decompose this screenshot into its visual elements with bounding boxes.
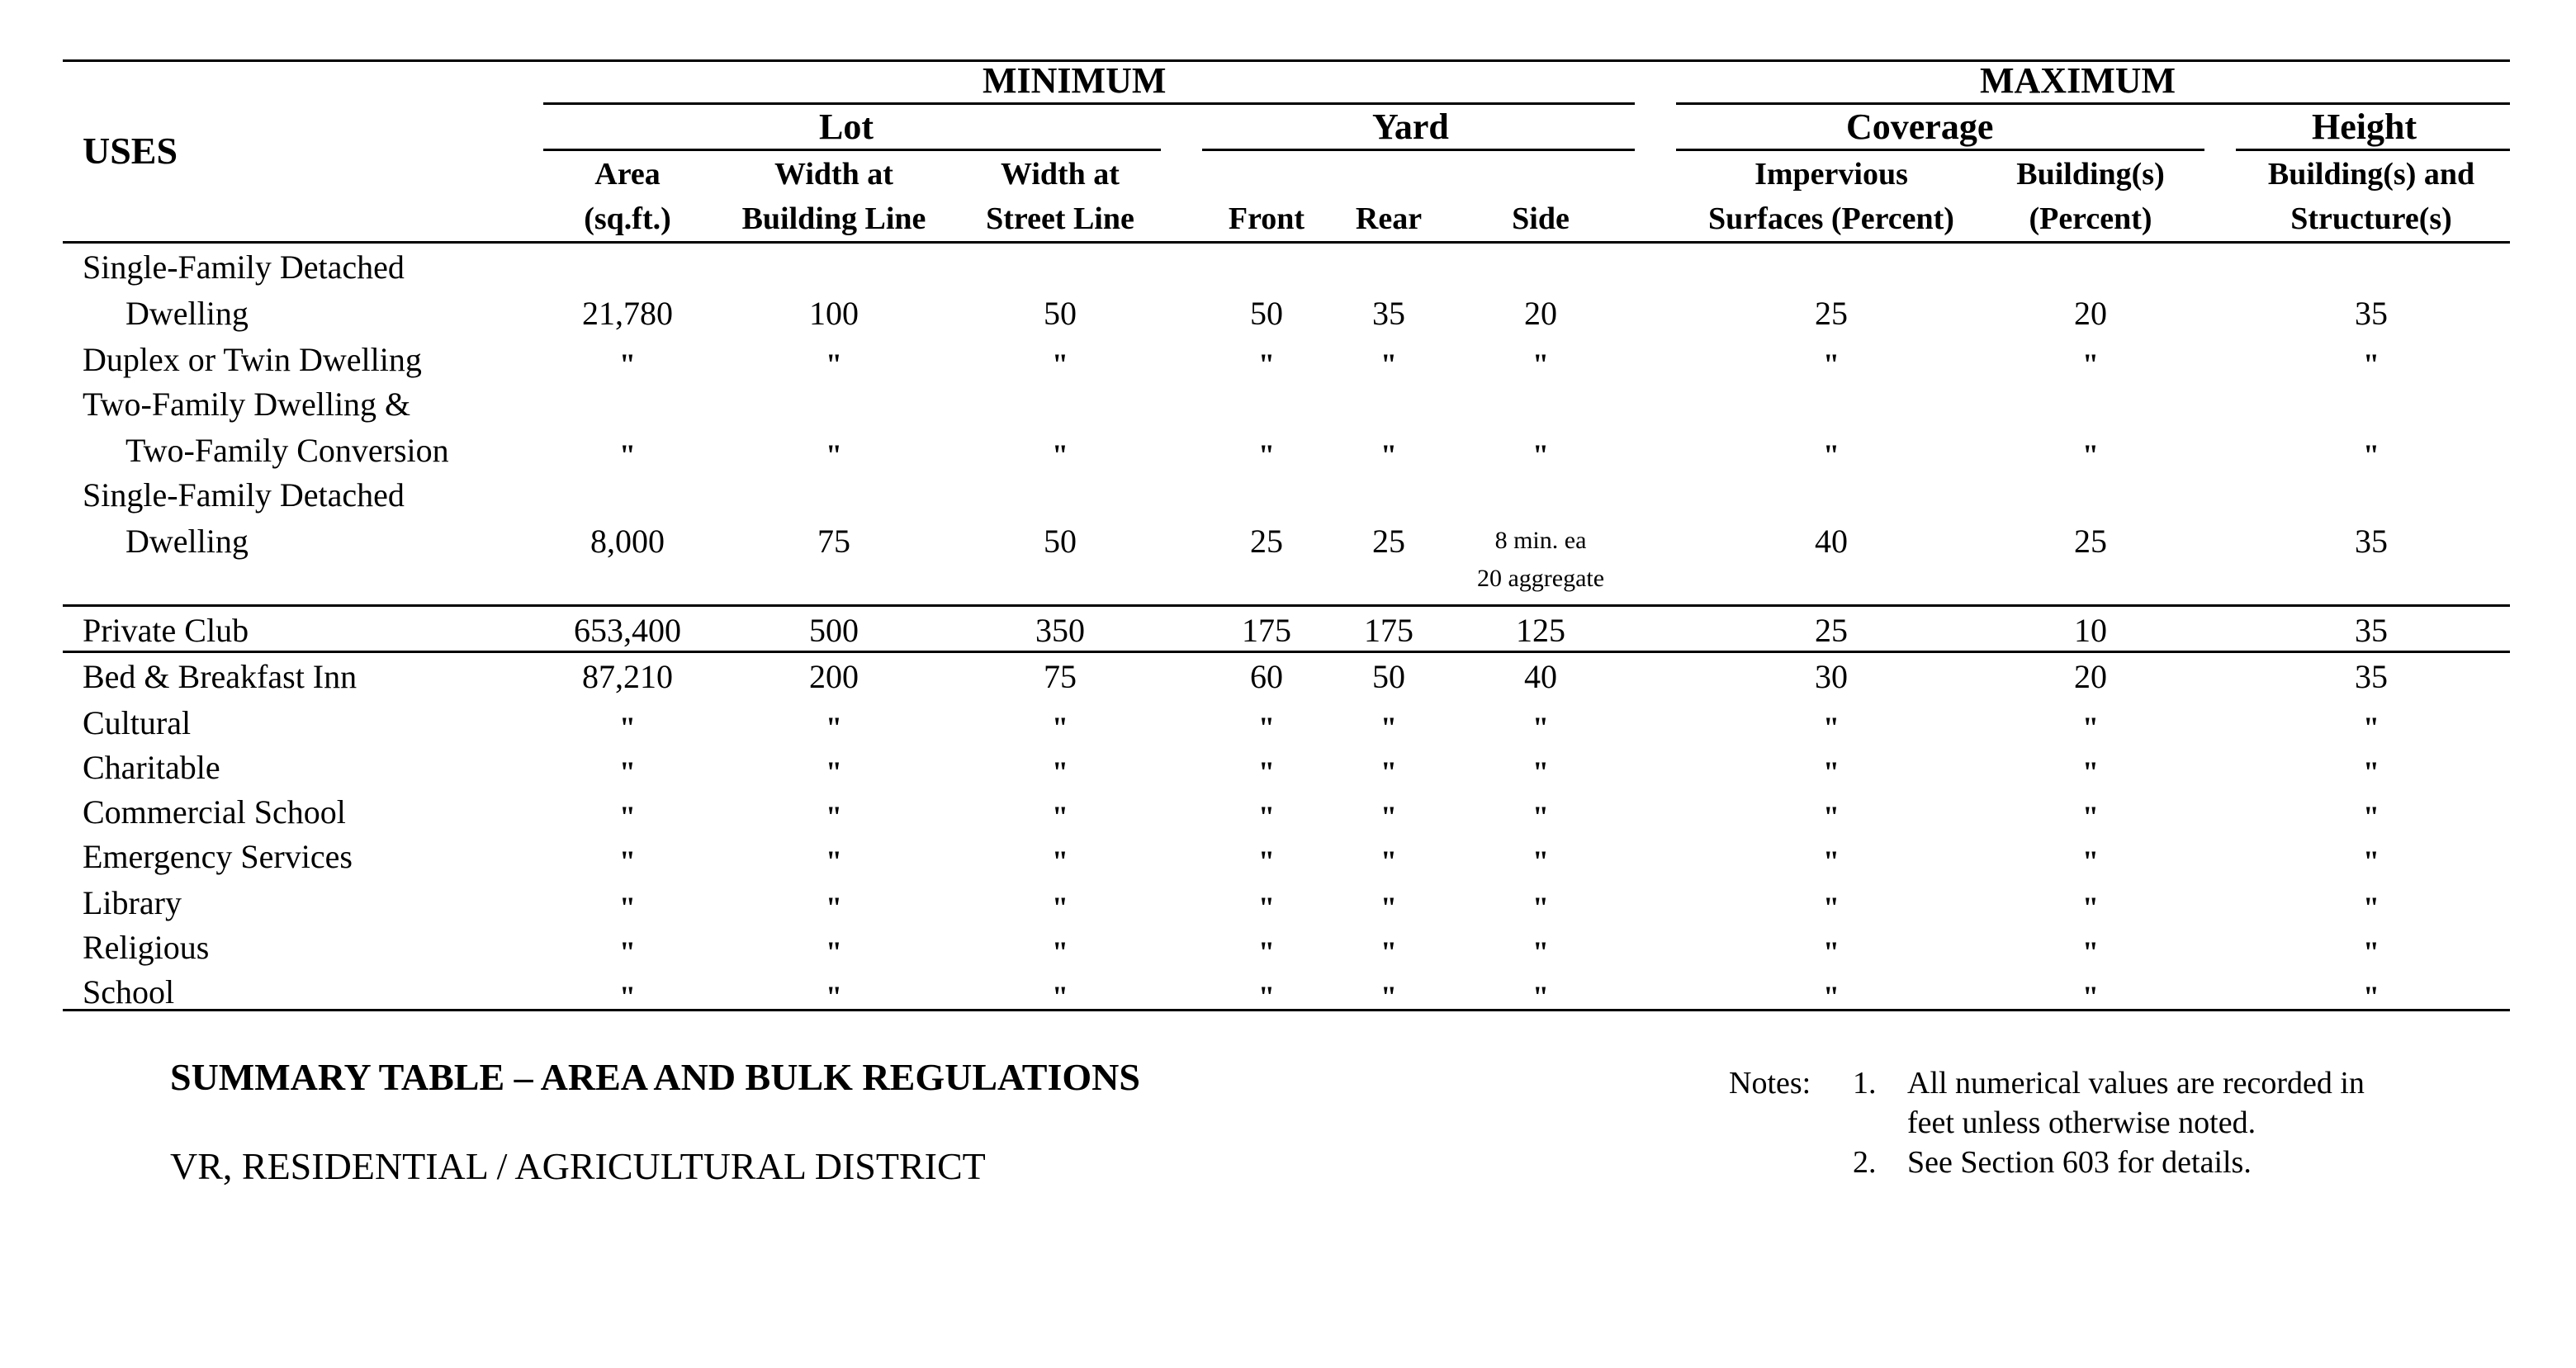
row-use-label: School bbox=[83, 973, 175, 1011]
column-header-building-percent-line-2: (Percent) bbox=[2029, 201, 2152, 236]
note-1-line-2: feet unless otherwise noted. bbox=[1907, 1105, 2256, 1140]
cell-side: " bbox=[1532, 438, 1549, 471]
cell-impervious-surfaces: 25 bbox=[1815, 295, 1848, 332]
rule-maximum bbox=[1676, 102, 2510, 105]
cell-front: " bbox=[1258, 800, 1275, 833]
row-use-label: Religious bbox=[83, 929, 210, 966]
header-maximum: MAXIMUM bbox=[1980, 60, 2176, 101]
cell-building-structure-height: " bbox=[2363, 755, 2379, 788]
notes-label: Notes: bbox=[1729, 1066, 1811, 1101]
cell-impervious-surfaces: 40 bbox=[1815, 523, 1848, 560]
row-use-label: Emergency Services bbox=[83, 838, 353, 875]
cell-impervious-surfaces: " bbox=[1823, 935, 1840, 968]
header-minimum: MINIMUM bbox=[983, 60, 1167, 101]
cell-building-structure-height: " bbox=[2363, 935, 2379, 968]
cell-rear: " bbox=[1380, 980, 1397, 1013]
column-header-area-line-2: (sq.ft.) bbox=[584, 201, 671, 236]
cell-rear: 50 bbox=[1372, 658, 1405, 695]
cell-impervious-surfaces: " bbox=[1823, 438, 1840, 471]
rule-lot bbox=[543, 149, 1161, 151]
cell-front: " bbox=[1258, 845, 1275, 878]
cell-width-building-line: " bbox=[826, 711, 842, 744]
cell-rear: " bbox=[1380, 891, 1397, 924]
cell-building-percent: " bbox=[2082, 845, 2099, 878]
row-use-label: Commercial School bbox=[83, 793, 346, 831]
cell-width-street-line: 75 bbox=[1044, 658, 1077, 695]
cell-front: " bbox=[1258, 755, 1275, 788]
cell-rear: " bbox=[1380, 935, 1397, 968]
cell-side: " bbox=[1532, 348, 1549, 381]
column-header-area-line-1: Area bbox=[594, 157, 661, 192]
cell-rear: " bbox=[1380, 438, 1397, 471]
cell-impervious-surfaces: " bbox=[1823, 845, 1840, 878]
cell-width-street-line: " bbox=[1052, 845, 1068, 878]
rule-height bbox=[2236, 149, 2510, 151]
cell-building-percent: 10 bbox=[2074, 612, 2107, 649]
cell-rear: " bbox=[1380, 845, 1397, 878]
cell-width-street-line: 50 bbox=[1044, 295, 1077, 332]
cell-side: " bbox=[1532, 800, 1549, 833]
row-use-label: Single-Family Detached bbox=[83, 249, 405, 286]
cell-width-building-line: 100 bbox=[809, 295, 859, 332]
cell-building-structure-height: " bbox=[2363, 800, 2379, 833]
cell-side: 8 min. ea bbox=[1494, 527, 1587, 554]
cell-rear: " bbox=[1380, 348, 1397, 381]
cell-width-street-line: " bbox=[1052, 980, 1068, 1013]
cell-width-street-line: " bbox=[1052, 755, 1068, 788]
header-height: Height bbox=[2312, 107, 2417, 147]
cell-side: " bbox=[1532, 891, 1549, 924]
cell-building-percent: " bbox=[2082, 935, 2099, 968]
rule-private-club-top bbox=[63, 604, 2510, 607]
cell-width-building-line: " bbox=[826, 935, 842, 968]
cell-front: " bbox=[1258, 348, 1275, 381]
cell-area: " bbox=[619, 891, 636, 924]
cell-width-street-line: " bbox=[1052, 438, 1068, 471]
cell-width-street-line: 50 bbox=[1044, 523, 1077, 560]
rule-header-bottom bbox=[63, 241, 2510, 244]
cell-area: " bbox=[619, 755, 636, 788]
cell-front: 50 bbox=[1250, 295, 1283, 332]
cell-building-structure-height: " bbox=[2363, 438, 2379, 471]
note-1-line-1: All numerical values are recorded in bbox=[1907, 1066, 2365, 1101]
cell-front: " bbox=[1258, 438, 1275, 471]
cell-front: " bbox=[1258, 935, 1275, 968]
cell-impervious-surfaces: " bbox=[1823, 980, 1840, 1013]
cell-rear: " bbox=[1380, 711, 1397, 744]
district-subtitle: VR, RESIDENTIAL / AGRICULTURAL DISTRICT bbox=[170, 1145, 986, 1187]
cell-side: " bbox=[1532, 935, 1549, 968]
cell-width-street-line: " bbox=[1052, 891, 1068, 924]
header-yard: Yard bbox=[1372, 107, 1449, 147]
cell-front: 60 bbox=[1250, 658, 1283, 695]
cell-building-percent: 20 bbox=[2074, 658, 2107, 695]
cell-width-building-line: " bbox=[826, 438, 842, 471]
cell-impervious-surfaces: " bbox=[1823, 800, 1840, 833]
cell-area: 21,780 bbox=[582, 295, 673, 332]
column-header-width-street-line-line-2: Street Line bbox=[986, 201, 1134, 236]
rule-minimum bbox=[543, 102, 1635, 105]
cell-width-building-line: " bbox=[826, 891, 842, 924]
rule-private-club-bottom bbox=[63, 651, 2510, 653]
cell-area: " bbox=[619, 438, 636, 471]
row-use-label: Dwelling bbox=[125, 523, 249, 560]
cell-rear: 35 bbox=[1372, 295, 1405, 332]
column-header-front-line-2: Front bbox=[1228, 201, 1305, 236]
cell-area: " bbox=[619, 348, 636, 381]
row-use-label: Two-Family Dwelling & bbox=[83, 386, 411, 423]
cell-area: " bbox=[619, 845, 636, 878]
cell-side: " bbox=[1532, 980, 1549, 1013]
cell-width-building-line: " bbox=[826, 348, 842, 381]
cell-width-street-line: " bbox=[1052, 348, 1068, 381]
row-use-label: Bed & Breakfast Inn bbox=[83, 658, 358, 695]
cell-width-street-line: " bbox=[1052, 711, 1068, 744]
rule-coverage bbox=[1676, 149, 2204, 151]
cell-building-structure-height: " bbox=[2363, 711, 2379, 744]
cell-side: " bbox=[1532, 711, 1549, 744]
cell-impervious-surfaces: 30 bbox=[1815, 658, 1848, 695]
cell-width-street-line: 350 bbox=[1035, 612, 1085, 649]
cell-rear: 175 bbox=[1364, 612, 1413, 649]
cell-front: 175 bbox=[1242, 612, 1291, 649]
row-use-label: Dwelling bbox=[125, 295, 249, 332]
note-1-number: 1. bbox=[1853, 1066, 1877, 1101]
cell-building-structure-height: " bbox=[2363, 845, 2379, 878]
row-use-label: Two-Family Conversion bbox=[125, 432, 449, 469]
row-use-label: Single-Family Detached bbox=[83, 476, 405, 514]
rule-yard bbox=[1202, 149, 1635, 151]
cell-building-structure-height: 35 bbox=[2355, 658, 2388, 695]
row-use-label: Duplex or Twin Dwelling bbox=[83, 341, 422, 378]
cell-width-building-line: 500 bbox=[809, 612, 859, 649]
cell-front: " bbox=[1258, 711, 1275, 744]
header-uses: USES bbox=[83, 130, 178, 172]
cell-rear: 25 bbox=[1372, 523, 1405, 560]
header-coverage: Coverage bbox=[1846, 107, 1994, 147]
column-header-building-structure-height-line-1: Building(s) and bbox=[2267, 157, 2475, 192]
cell-building-structure-height: 35 bbox=[2355, 295, 2388, 332]
cell-area: " bbox=[619, 800, 636, 833]
cell-width-building-line: " bbox=[826, 845, 842, 878]
cell-area: 653,400 bbox=[574, 612, 681, 649]
cell-area: " bbox=[619, 935, 636, 968]
cell-building-structure-height: 35 bbox=[2355, 523, 2388, 560]
cell-side-aggregate: 20 aggregate bbox=[1476, 565, 1605, 592]
cell-area: " bbox=[619, 711, 636, 744]
cell-area: " bbox=[619, 980, 636, 1013]
cell-building-percent: 25 bbox=[2074, 523, 2107, 560]
cell-building-percent: " bbox=[2082, 348, 2099, 381]
column-header-width-street-line-line-1: Width at bbox=[1001, 157, 1120, 192]
cell-building-percent: " bbox=[2082, 438, 2099, 471]
cell-width-building-line: 75 bbox=[817, 523, 850, 560]
cell-width-street-line: " bbox=[1052, 800, 1068, 833]
header-lot: Lot bbox=[819, 107, 874, 147]
column-header-width-building-line-line-2: Building Line bbox=[741, 201, 926, 236]
note-2-number: 2. bbox=[1853, 1145, 1877, 1180]
cell-area: 87,210 bbox=[582, 658, 673, 695]
cell-impervious-surfaces: " bbox=[1823, 711, 1840, 744]
column-header-impervious-surfaces-line-1: Impervious bbox=[1754, 157, 1908, 192]
cell-front: 25 bbox=[1250, 523, 1283, 560]
cell-building-structure-height: 35 bbox=[2355, 612, 2388, 649]
cell-building-percent: " bbox=[2082, 711, 2099, 744]
cell-front: " bbox=[1258, 891, 1275, 924]
cell-width-building-line: " bbox=[826, 980, 842, 1013]
cell-area: 8,000 bbox=[590, 523, 665, 560]
cell-building-structure-height: " bbox=[2363, 891, 2379, 924]
summary-title: SUMMARY TABLE – AREA AND BULK REGULATIONS bbox=[170, 1056, 1140, 1098]
column-header-building-percent-line-1: Building(s) bbox=[2016, 157, 2165, 192]
cell-side: " bbox=[1532, 845, 1549, 878]
cell-building-percent: 20 bbox=[2074, 295, 2107, 332]
cell-front: " bbox=[1258, 980, 1275, 1013]
column-header-side-line-2: Side bbox=[1512, 201, 1570, 236]
cell-impervious-surfaces: " bbox=[1823, 348, 1840, 381]
cell-building-percent: " bbox=[2082, 755, 2099, 788]
cell-rear: " bbox=[1380, 755, 1397, 788]
cell-building-structure-height: " bbox=[2363, 980, 2379, 1013]
row-use-label: Private Club bbox=[83, 612, 249, 649]
row-use-label: Charitable bbox=[83, 749, 220, 786]
cell-width-building-line: " bbox=[826, 755, 842, 788]
cell-width-street-line: " bbox=[1052, 935, 1068, 968]
cell-width-building-line: " bbox=[826, 800, 842, 833]
cell-width-building-line: 200 bbox=[809, 658, 859, 695]
cell-side: 125 bbox=[1516, 612, 1565, 649]
cell-building-percent: " bbox=[2082, 891, 2099, 924]
column-header-width-building-line-line-1: Width at bbox=[774, 157, 893, 192]
cell-side: 20 bbox=[1524, 295, 1557, 332]
cell-rear: " bbox=[1380, 800, 1397, 833]
cell-side: " bbox=[1532, 755, 1549, 788]
cell-side: 40 bbox=[1524, 658, 1557, 695]
column-header-building-structure-height-line-2: Structure(s) bbox=[2290, 201, 2452, 236]
column-header-rear-line-2: Rear bbox=[1355, 201, 1423, 236]
column-header-impervious-surfaces-line-2: Surfaces (Percent) bbox=[1708, 201, 1954, 236]
cell-impervious-surfaces: " bbox=[1823, 755, 1840, 788]
row-use-label: Library bbox=[83, 884, 182, 921]
note-2-line-1: See Section 603 for details. bbox=[1907, 1145, 2252, 1180]
cell-building-percent: " bbox=[2082, 800, 2099, 833]
cell-building-percent: " bbox=[2082, 980, 2099, 1013]
row-use-label: Cultural bbox=[83, 704, 192, 741]
cell-impervious-surfaces: 25 bbox=[1815, 612, 1848, 649]
cell-building-structure-height: " bbox=[2363, 348, 2379, 381]
cell-impervious-surfaces: " bbox=[1823, 891, 1840, 924]
